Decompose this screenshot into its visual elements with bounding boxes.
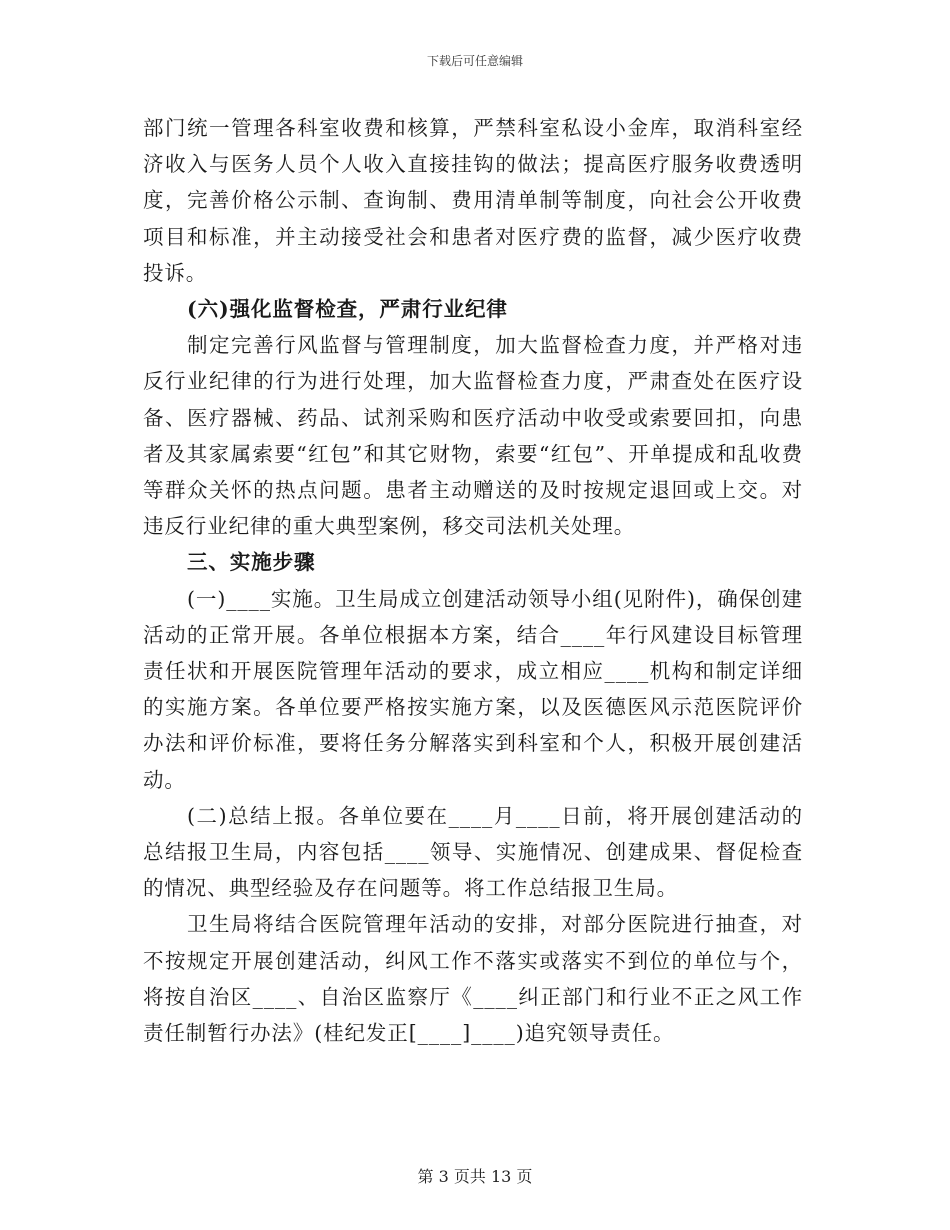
section-heading-supervision: (六)强化监督检查，严肃行业纪律 <box>187 297 508 322</box>
page-number-footer: 第 3 页共 13 页 <box>417 1167 533 1186</box>
paragraph-inspection: 卫生局将结合医院管理年活动的安排，对部分医院进行抽查，对不按规定开展创建活动，纠风工作不落实或落实不到位的单位与个，将按自治区____、自治区监察厅《____纠正部门和行业不正之风工作责任制暂行办法》(桂纪发正[____]____)追究领导责任。 <box>143 912 803 1046</box>
document-body <box>143 110 803 1051</box>
paragraph-step-one: (一)____实施。卫生局成立创建活动领导小组(见附件)，确保创建活动的正常开展。各单位根据本方案，结合____年行风建设目标管理责任状和开展医院管理年活动的要求，成立相应____机构和制定详细的实施方案。各单位要严格按实施方案，以及医德医风示范医院评价办法和评价标准，要将任务分解落实到科室和个人，积极开展创建活动。 <box>143 586 803 792</box>
header-note: 下载后可任意编辑 <box>426 54 523 68</box>
paragraph-supervision: 制定完善行风监督与管理制度，加大监督检查力度，并严格对违反行业纪律的行为进行处理，加大监督检查力度，严肃查处在医疗设备、医疗器械、药品、试剂采购和医疗活动中收受或索要回扣，向患者及其家属索要“红包”和其它财物，索要“红包”、开单提成和乱收费等群众关怀的热点问题。患者主动赠送的及时按规定退回或上交。对违反行业纪律的重大典型案例，移交司法机关处理。 <box>143 333 803 539</box>
paragraph-fee-management: 部门统一管理各科室收费和核算，严禁科室私设小金库，取消科室经济收入与医务人员个人收入直接挂钩的做法；提高医疗服务收费透明度，完善价格公示制、查询制、费用清单制等制度，向社会公开收费项目和标准，并主动接受社会和患者对医疗费的监督，减少医疗收费投诉。 <box>143 116 803 285</box>
section-heading-implementation-steps: 三、实施步骤 <box>187 550 316 575</box>
paragraph-step-two: (二)总结上报。各单位要在____月____日前，将开展创建活动的总结报卫生局，内容包括____领导、实施情况、创建成果、督促检查的情况、典型经验及存在问题等。将工作总结报卫生局。 <box>143 803 803 901</box>
